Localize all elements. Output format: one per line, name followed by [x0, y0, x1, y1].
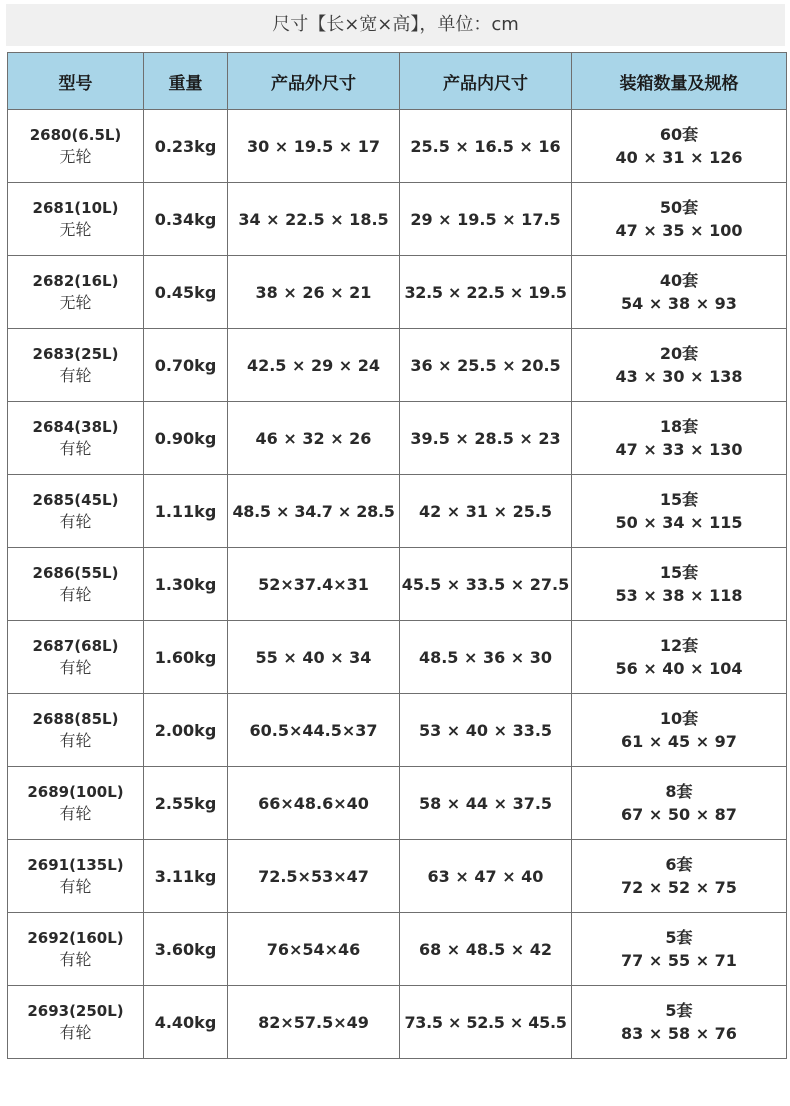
- weight-cell: 0.70kg: [144, 329, 228, 402]
- carton-size: 43 × 30 × 138: [615, 367, 743, 386]
- packing-cell: [572, 329, 787, 402]
- carton-size: 77 × 55 × 71: [621, 951, 737, 970]
- wheel-type: 有轮: [59, 950, 92, 969]
- wheel-type: 有轮: [59, 804, 92, 823]
- packing-cell: [572, 256, 787, 329]
- model-cell: [8, 256, 144, 329]
- model-cell: [8, 986, 144, 1059]
- set-count: 15套: [659, 490, 699, 509]
- inner-size-cell: 36 × 25.5 × 20.5: [400, 329, 572, 402]
- wheel-type: 有轮: [59, 731, 92, 750]
- model-cell: [8, 475, 144, 548]
- table-row: [8, 110, 787, 183]
- spec-table: [7, 52, 787, 1059]
- set-count: 50套: [659, 198, 699, 217]
- outer-size-cell: 34 × 22.5 × 18.5: [228, 183, 400, 256]
- header-weight: 重量: [144, 53, 228, 110]
- model-cell: [8, 183, 144, 256]
- model-number: 2683(25L): [32, 345, 119, 363]
- model-cell: [8, 110, 144, 183]
- packing-cell: [572, 913, 787, 986]
- table-row: [8, 767, 787, 840]
- inner-size-cell: 63 × 47 × 40: [400, 840, 572, 913]
- outer-size-cell: 76×54×46: [228, 913, 400, 986]
- table-row: [8, 840, 787, 913]
- set-count: 60套: [659, 125, 699, 144]
- inner-size-cell: 53 × 40 × 33.5: [400, 694, 572, 767]
- table-row: [8, 256, 787, 329]
- weight-cell: 0.34kg: [144, 183, 228, 256]
- outer-size-cell: 72.5×53×47: [228, 840, 400, 913]
- carton-size: 54 × 38 × 93: [621, 294, 737, 313]
- carton-size: 83 × 58 × 76: [621, 1024, 737, 1043]
- model-number: 2681(10L): [32, 199, 119, 217]
- model-number: 2685(45L): [32, 491, 119, 509]
- set-count: 40套: [659, 271, 699, 290]
- packing-cell: [572, 986, 787, 1059]
- table-row: [8, 183, 787, 256]
- model-number: 2687(68L): [32, 637, 119, 655]
- set-count: 8套: [665, 782, 693, 801]
- weight-cell: 3.60kg: [144, 913, 228, 986]
- model-cell: [8, 329, 144, 402]
- set-count: 10套: [659, 709, 699, 728]
- table-row: [8, 548, 787, 621]
- table-row: [8, 986, 787, 1059]
- packing-cell: [572, 110, 787, 183]
- set-count: 18套: [659, 417, 699, 436]
- wheel-type: 无轮: [59, 293, 92, 312]
- packing-cell: [572, 402, 787, 475]
- header-inner-size: 产品内尺寸: [400, 53, 572, 110]
- carton-size: 72 × 52 × 75: [621, 878, 737, 897]
- set-count: 12套: [659, 636, 699, 655]
- set-count: 5套: [665, 928, 693, 947]
- table-row: [8, 621, 787, 694]
- outer-size-cell: 82×57.5×49: [228, 986, 400, 1059]
- set-count: 6套: [665, 855, 693, 874]
- weight-cell: 0.23kg: [144, 110, 228, 183]
- inner-size-cell: 68 × 48.5 × 42: [400, 913, 572, 986]
- packing-cell: [572, 183, 787, 256]
- model-number: 2691(135L): [27, 856, 124, 874]
- outer-size-cell: 46 × 32 × 26: [228, 402, 400, 475]
- model-number: 2684(38L): [32, 418, 119, 436]
- wheel-type: 有轮: [59, 585, 92, 604]
- weight-cell: 3.11kg: [144, 840, 228, 913]
- weight-cell: 1.60kg: [144, 621, 228, 694]
- inner-size-cell: 32.5 × 22.5 × 19.5: [400, 256, 572, 329]
- set-count: 20套: [659, 344, 699, 363]
- model-number: 2693(250L): [27, 1002, 124, 1020]
- weight-cell: 1.30kg: [144, 548, 228, 621]
- model-cell: [8, 694, 144, 767]
- model-cell: [8, 402, 144, 475]
- outer-size-cell: 55 × 40 × 34: [228, 621, 400, 694]
- model-cell: [8, 767, 144, 840]
- packing-cell: [572, 548, 787, 621]
- weight-cell: 0.45kg: [144, 256, 228, 329]
- weight-cell: 2.00kg: [144, 694, 228, 767]
- inner-size-cell: 73.5 × 52.5 × 45.5: [400, 986, 572, 1059]
- weight-cell: 4.40kg: [144, 986, 228, 1059]
- wheel-type: 有轮: [59, 1023, 92, 1042]
- model-number: 2692(160L): [27, 929, 124, 947]
- wheel-type: 有轮: [59, 366, 92, 385]
- packing-cell: [572, 840, 787, 913]
- model-cell: [8, 621, 144, 694]
- set-count: 5套: [665, 1001, 693, 1020]
- carton-size: 47 × 35 × 100: [615, 221, 743, 240]
- outer-size-cell: 48.5 × 34.7 × 28.5: [228, 475, 400, 548]
- table-row: [8, 402, 787, 475]
- packing-cell: [572, 475, 787, 548]
- weight-cell: 1.11kg: [144, 475, 228, 548]
- carton-size: 40 × 31 × 126: [615, 148, 743, 167]
- model-number: 2682(16L): [32, 272, 119, 290]
- model-number: 2680(6.5L): [29, 126, 122, 144]
- packing-cell: [572, 694, 787, 767]
- weight-cell: 2.55kg: [144, 767, 228, 840]
- carton-size: 56 × 40 × 104: [615, 659, 743, 678]
- wheel-type: 有轮: [59, 439, 92, 458]
- outer-size-cell: 42.5 × 29 × 24: [228, 329, 400, 402]
- inner-size-cell: 58 × 44 × 37.5: [400, 767, 572, 840]
- table-row: [8, 475, 787, 548]
- inner-size-cell: 29 × 19.5 × 17.5: [400, 183, 572, 256]
- inner-size-cell: 39.5 × 28.5 × 23: [400, 402, 572, 475]
- inner-size-cell: 45.5 × 33.5 × 27.5: [400, 548, 572, 621]
- header-packing: 装箱数量及规格: [572, 53, 787, 110]
- model-cell: [8, 548, 144, 621]
- inner-size-cell: 42 × 31 × 25.5: [400, 475, 572, 548]
- page-title: 尺寸【长×宽×高】，单位：cm: [6, 4, 785, 46]
- set-count: 15套: [659, 563, 699, 582]
- wheel-type: 有轮: [59, 658, 92, 677]
- outer-size-cell: 60.5×44.5×37: [228, 694, 400, 767]
- outer-size-cell: 38 × 26 × 21: [228, 256, 400, 329]
- header-row: [8, 53, 787, 110]
- model-number: 2686(55L): [32, 564, 119, 582]
- table-row: [8, 694, 787, 767]
- wheel-type: 有轮: [59, 877, 92, 896]
- wheel-type: 有轮: [59, 512, 92, 531]
- carton-size: 61 × 45 × 97: [621, 732, 737, 751]
- outer-size-cell: 30 × 19.5 × 17: [228, 110, 400, 183]
- carton-size: 53 × 38 × 118: [615, 586, 743, 605]
- inner-size-cell: 25.5 × 16.5 × 16: [400, 110, 572, 183]
- header-outer-size: 产品外尺寸: [228, 53, 400, 110]
- packing-cell: [572, 621, 787, 694]
- model-cell: [8, 913, 144, 986]
- table-row: [8, 913, 787, 986]
- model-number: 2688(85L): [32, 710, 119, 728]
- model-cell: [8, 840, 144, 913]
- outer-size-cell: 52×37.4×31: [228, 548, 400, 621]
- packing-cell: [572, 767, 787, 840]
- inner-size-cell: 48.5 × 36 × 30: [400, 621, 572, 694]
- wheel-type: 无轮: [59, 220, 92, 239]
- wheel-type: 无轮: [59, 147, 92, 166]
- carton-size: 67 × 50 × 87: [621, 805, 737, 824]
- header-model: 型号: [8, 53, 144, 110]
- carton-size: 50 × 34 × 115: [615, 513, 743, 532]
- outer-size-cell: 66×48.6×40: [228, 767, 400, 840]
- model-number: 2689(100L): [27, 783, 124, 801]
- carton-size: 47 × 33 × 130: [615, 440, 743, 459]
- table-row: [8, 329, 787, 402]
- weight-cell: 0.90kg: [144, 402, 228, 475]
